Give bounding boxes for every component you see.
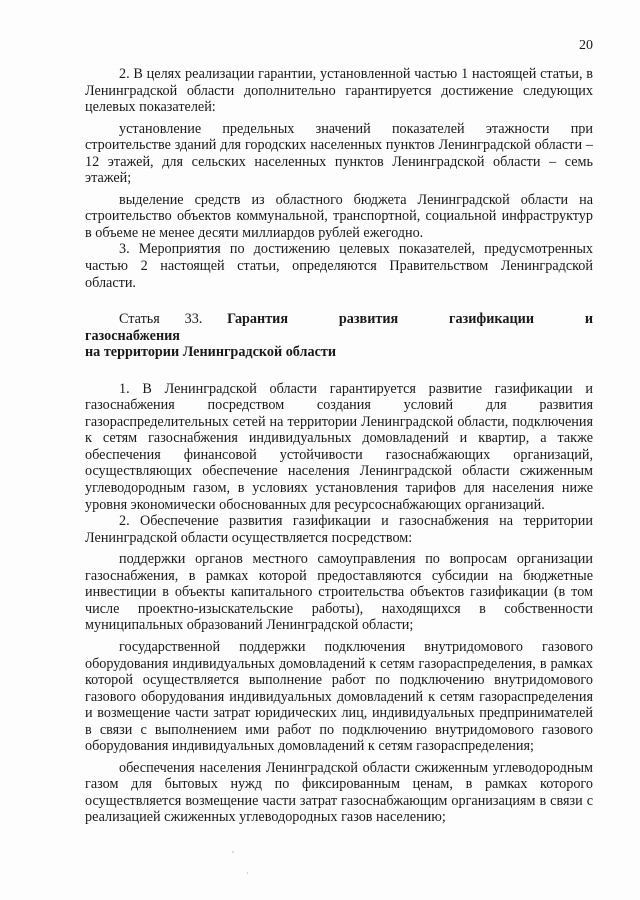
- paragraph-article-1: 1. В Ленинградской области гарантируется развитие газификации и газоснабжения посредством создания условий для развития газораспределительных сетей на территории Ленинградской области, подключения к сетям газоснабжения индивидуальных домовладений и квартир, а также обеспечения финансовой устойчивости газоснабжающих организаций, осуществляющих обеспечение населения Ленинградской области сжиженным углеводородным газом, в условиях установления тарифов для населения ниже уровня экономически обоснованных для ресурсоснабжающих организаций.: [85, 380, 593, 513]
- article-label: Статья 33.: [119, 311, 203, 328]
- paragraph-intro-2: установление предельных значений показателей этажности при строительстве зданий для городских населенных пунктов Ленинградской области – 12 этажей, для сельских населенных пунктов Ленинградской области – семь этажей;: [85, 120, 593, 187]
- document-body: [85, 66, 593, 826]
- paragraph-article-2: 2. Обеспечение развития газификации и газоснабжения на территории Ленинградской области осуществляется посредством:: [85, 513, 593, 546]
- paragraph-intro-1: 2. В целях реализации гарантии, установленной частью 1 настоящей статьи, в Ленинградской области дополнительно гарантируется достижение следующих целевых показателей:: [85, 66, 593, 116]
- paragraph-article-3: поддержки органов местного самоуправления по вопросам организации газоснабжения, в рамках которой предоставляются субсидии на бюджетные инвестиции в объекты капитального строительства объектов газификации (в том числе проектно-изыскательские работы), находящихся в собственности муниципальных образований Ленинградской области;: [85, 551, 593, 634]
- page-number: 20: [579, 38, 593, 53]
- paragraph-article-5: обеспечения населения Ленинградской области сжиженным углеводородным газом для бытовых нужд по фиксированным ценам, в рамках которого осуществляется возмещение части затрат газоснабжающим организациям в связи с реализацией сжиженных углеводородных газов населению;: [85, 759, 593, 826]
- article-title-line-1: Гарантия развития газификации и газоснабжения: [85, 311, 593, 344]
- scan-speck: [232, 851, 234, 853]
- paragraph-intro-3: выделение средств из областного бюджета Ленинградской области на строительство объектов коммунальной, транспортной, социальной инфраструктур в объеме не менее десяти миллиардов рублей ежегодно.: [85, 191, 593, 241]
- scan-speck: [247, 872, 248, 874]
- paragraph-article-4: государственной поддержки подключения внутридомового газового оборудования индивидуальных домовладений к сетям газораспределения, в рамках которой осуществляется выполнение работ по подключению внутридомового газового оборудования индивидуальных домовладений к сетям газораспределения и возмещение части затрат юридических лиц, индивидуальных предпринимателей в связи с выполнением ими работ по подключению внутридомового газового оборудования индивидуальных домовладений к сетям газораспределения;: [85, 638, 593, 755]
- article-title-line-2: на территории Ленинградской области: [85, 344, 337, 361]
- paragraph-intro-4: 3. Мероприятия по достижению целевых показателей, предусмотренных частью 2 настоящей статьи, определяются Правительством Ленинградской области.: [85, 241, 593, 291]
- article-heading: [85, 311, 593, 361]
